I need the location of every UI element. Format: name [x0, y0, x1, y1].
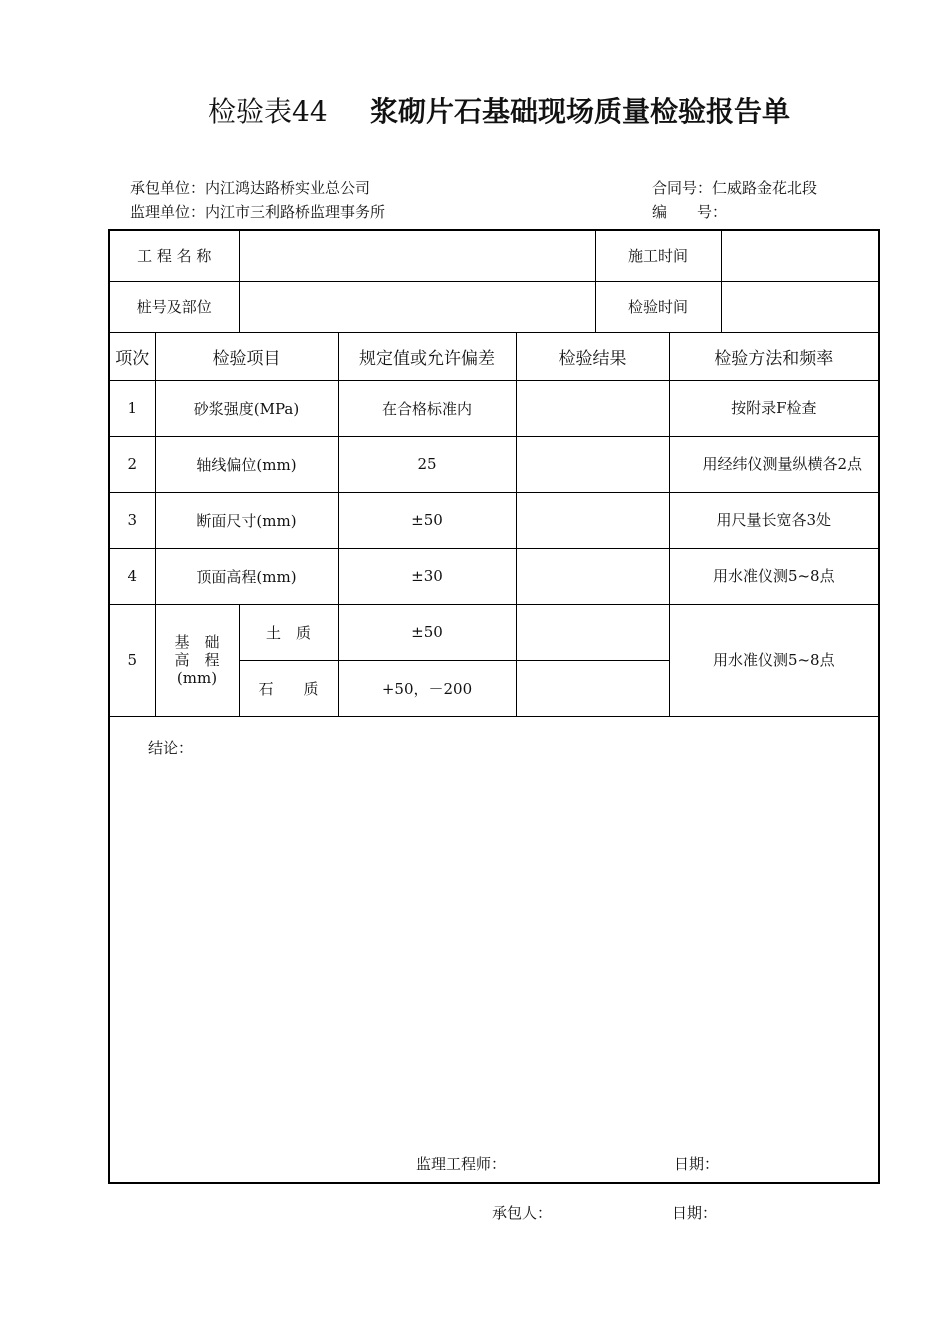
row-no: 4: [109, 548, 155, 604]
row-result[interactable]: [516, 660, 669, 716]
col-header-no: 项次: [109, 332, 155, 380]
table-row: [109, 380, 879, 436]
col-header-result: 检验结果: [516, 332, 669, 380]
row-result[interactable]: [516, 492, 669, 548]
row-item: 砂浆强度(MPa): [155, 380, 338, 436]
group-label-line3: (mm): [176, 669, 218, 687]
contractor-date-label: 日期：: [672, 1204, 718, 1222]
sub-item-soil: 土 质: [239, 604, 338, 660]
foundation-elevation-group: [155, 604, 239, 716]
info-row-project: [109, 230, 879, 281]
row-item: 断面尺寸(mm): [155, 492, 338, 548]
table-row-elevation-soil: [109, 604, 879, 660]
row-spec: ±30: [338, 548, 516, 604]
table-row: [109, 492, 879, 548]
row-result[interactable]: [516, 436, 669, 492]
station-label: 桩号及部位: [109, 281, 239, 332]
row-no: 1: [109, 380, 155, 436]
engineer-date-label: 日期：: [674, 1155, 720, 1173]
col-header-item: 检验项目: [155, 332, 338, 380]
contract-number: 合同号：仁威路金花北段: [652, 179, 818, 197]
col-header-spec: 规定值或允许偏差: [338, 332, 516, 380]
project-name-field[interactable]: [239, 230, 595, 281]
table-row: [109, 548, 879, 604]
engineer-signature-label: 监理工程师：: [416, 1155, 507, 1173]
inspection-time-label: 检验时间: [595, 281, 721, 332]
form-number: 检验表44: [208, 95, 328, 128]
contractor-unit: 承包单位：内江鸿达路桥实业总公司: [130, 179, 371, 197]
row-method: 用水准仪测5~8点: [669, 548, 879, 604]
row-method: 按附录F检查: [669, 380, 879, 436]
row-no: 3: [109, 492, 155, 548]
conclusion-label: 结论：: [148, 738, 194, 757]
row-spec: ±50: [338, 492, 516, 548]
sub-item-rock: 石 质: [239, 660, 338, 716]
construction-time-label: 施工时间: [595, 230, 721, 281]
inspection-form-table: [108, 229, 880, 1184]
row-result[interactable]: [516, 380, 669, 436]
column-header-row: [109, 332, 879, 380]
contractor-signature-label: 承包人：: [492, 1204, 553, 1222]
row-item: 顶面高程(mm): [155, 548, 338, 604]
row-method: 用尺量长宽各3处: [669, 492, 879, 548]
col-header-method: 检验方法和频率: [669, 332, 879, 380]
station-field[interactable]: [239, 281, 595, 332]
row-no: 2: [109, 436, 155, 492]
supervisor-unit: 监理单位：内江市三利路桥监理事务所: [130, 203, 386, 221]
row-method: 用经纬仪测量纵横各2点: [669, 436, 879, 492]
row-spec: +50，－200: [338, 660, 516, 716]
row-result[interactable]: [516, 548, 669, 604]
conclusion-area[interactable]: [109, 716, 879, 1183]
row-spec: 25: [338, 436, 516, 492]
row-spec: 在合格标准内: [338, 380, 516, 436]
conclusion-row: [109, 716, 879, 1183]
row-result[interactable]: [516, 604, 669, 660]
table-row: [109, 436, 879, 492]
row-spec: ±50: [338, 604, 516, 660]
page-title: 浆砌片石基础现场质量检验报告单: [370, 95, 791, 128]
row-method: 用水准仪测5~8点: [669, 604, 879, 716]
project-name-label: 工 程 名 称: [109, 230, 239, 281]
row-item: 轴线偏位(mm): [155, 436, 338, 492]
construction-time-field[interactable]: [721, 230, 879, 281]
inspection-time-field[interactable]: [721, 281, 879, 332]
group-label-line1: 基 础: [174, 633, 220, 651]
row-no: 5: [109, 604, 155, 716]
info-row-station: [109, 281, 879, 332]
group-label-line2: 高 程: [174, 651, 220, 669]
serial-number-label: 编 号：: [652, 203, 728, 221]
